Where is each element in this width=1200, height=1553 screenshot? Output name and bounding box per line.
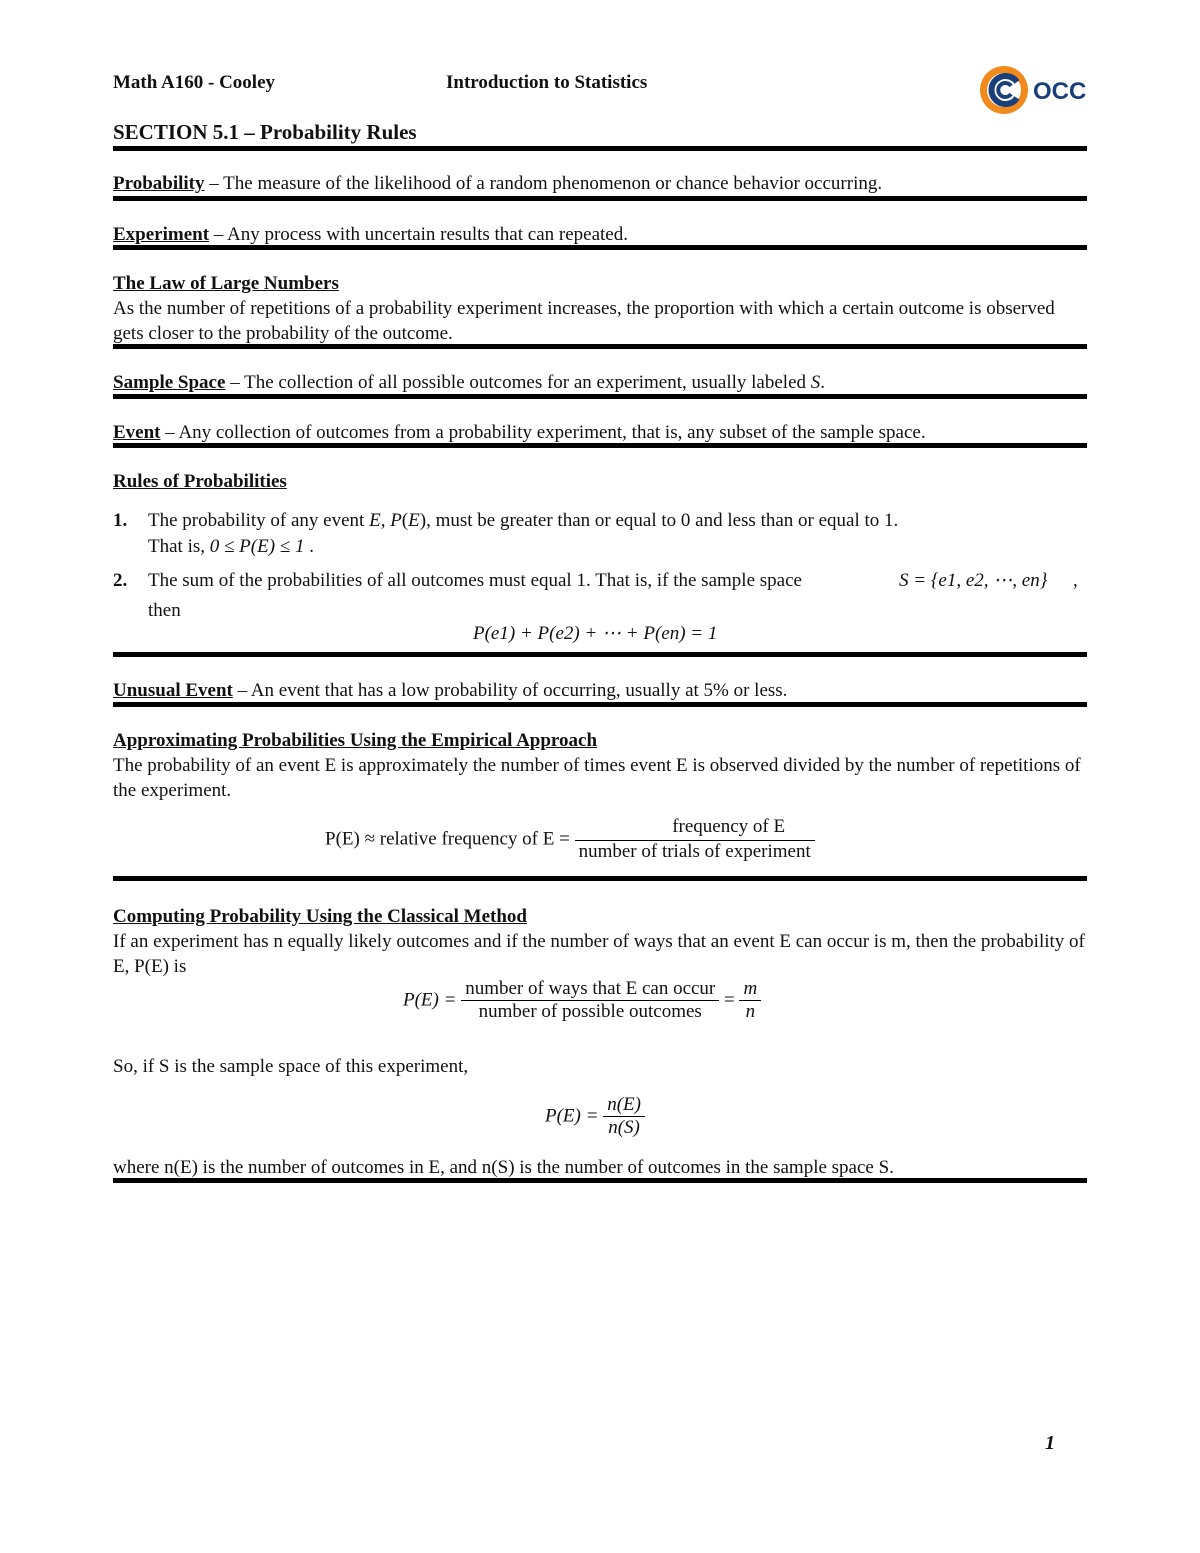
empirical-text: The probability of an event E is approximately the number of times event E is observed divided by the number of repetitions of the experiment. (113, 755, 1081, 801)
term-text: – The collection of all possible outcomes for an experiment, usually labeled (225, 372, 811, 393)
page-number: 1 (1045, 1432, 1055, 1454)
where-text: where n(E) is the number of outcomes in E, and n(S) is the number of outcomes in the sample space S. (113, 1157, 894, 1178)
def-experiment (113, 222, 1087, 247)
divider (113, 702, 1087, 707)
then-text: then (148, 600, 181, 621)
fraction (461, 978, 719, 1023)
comma: , (1073, 570, 1078, 591)
numerator: m (739, 978, 761, 1001)
term-text: – Any process with uncertain results that can repeated. (209, 224, 628, 245)
equals: = (724, 989, 735, 1011)
formula-lhs: P(E) ≈ relative frequency of E = (325, 828, 570, 850)
period: . (820, 372, 826, 393)
rule-text: The probability of any event E, P(E), must be greater than or equal to 0 and less than or equal to 1. (148, 510, 899, 531)
term-label: Probability (113, 173, 205, 194)
inequality: 0 ≤ P(E) ≤ 1 (209, 536, 305, 557)
count-formula (545, 1094, 645, 1139)
course-name: Math A160 - Cooley (113, 72, 276, 93)
sample-space-set: S = {e1, e2, ⋯, en} (899, 570, 1048, 591)
rule-text-b: , must be greater than or equal to 0 and less than or equal to 1. (426, 510, 899, 531)
denominator: number of possible outcomes (478, 1001, 702, 1022)
rule-line2: That is, (148, 536, 210, 557)
divider (113, 146, 1087, 151)
law-large-numbers (113, 271, 1087, 346)
rules-heading (113, 469, 1087, 494)
def-probability (113, 171, 1087, 196)
term-label: Experiment (113, 224, 210, 245)
occ-logo (977, 62, 1089, 122)
formula-lhs: P(E) = (403, 989, 457, 1011)
def-unusual-event (113, 678, 1087, 703)
rules-heading-text: Rules of Probabilities (113, 471, 287, 492)
term-text: – The measure of the likelihood of a random phenomenon or chance behavior occurring. (204, 173, 883, 194)
rule-number: 2. (113, 570, 128, 591)
course-title: Introduction to Statistics (446, 72, 648, 93)
term-label: Unusual Event (113, 680, 233, 701)
rule-text (148, 533, 314, 560)
fraction (603, 1094, 645, 1139)
page-header (113, 72, 1087, 105)
empirical-formula (325, 816, 815, 863)
so-text: So, if S is the sample space of this experiment, (113, 1056, 469, 1077)
def-event (113, 420, 1087, 445)
fraction-mn (739, 978, 761, 1023)
divider (113, 196, 1087, 201)
divider (113, 876, 1087, 881)
divider (113, 652, 1087, 657)
term-label: Event (113, 422, 161, 443)
def-sample-space (113, 370, 1087, 395)
numerator: n(E) (603, 1094, 645, 1117)
rule-text-a: The probability of any event (148, 510, 370, 531)
numerator: number of ways that E can occur (461, 978, 719, 1001)
numerator: frequency of E (575, 816, 815, 841)
term-text: – Any collection of outcomes from a probability experiment, that is, any subset of the sample space. (160, 422, 926, 443)
classical-heading: Computing Probability Using the Classical Method (113, 906, 527, 927)
denominator: number of trials of experiment (578, 841, 811, 862)
fraction (575, 816, 815, 863)
classical-section (113, 904, 1087, 979)
denominator: n(S) (608, 1117, 640, 1138)
rule-number: 1. (113, 510, 128, 531)
period: . (309, 536, 314, 557)
classical-text: If an experiment has n equally likely outcomes and if the number of ways that an event E can occur is m, then the probability of E, P(E) is (113, 931, 1085, 977)
law-text: As the number of repetitions of a probability experiment increases, the proportion with which a certain outcome is observed gets closer to the probability of the outcome. (113, 298, 1055, 344)
denominator: n (745, 1001, 756, 1022)
term-text: – An event that has a low probability of occurring, usually at 5% or less. (232, 680, 788, 701)
law-heading: The Law of Large Numbers (113, 273, 339, 294)
svg-text:OCC: OCC (1033, 78, 1087, 105)
formula-lhs: P(E) = (545, 1105, 599, 1127)
empirical-heading: Approximating Probabilities Using the Empirical Approach (113, 730, 598, 751)
divider (113, 344, 1087, 349)
empirical-section (113, 728, 1087, 803)
section-title: SECTION 5.1 – Probability Rules (113, 120, 417, 144)
divider (113, 443, 1087, 448)
term-label: Sample Space (113, 372, 226, 393)
rule-text (148, 567, 802, 594)
symbol: S (810, 372, 821, 393)
divider (113, 394, 1087, 399)
divider (113, 1178, 1087, 1183)
rule-text-a: The sum of the probabilities of all outcomes must equal 1. That is, if the sample space (148, 570, 802, 591)
classical-formula (403, 978, 761, 1023)
sum-equation: P(e1) + P(e2) + ⋯ + P(en) = 1 (473, 623, 718, 644)
divider (113, 245, 1087, 250)
